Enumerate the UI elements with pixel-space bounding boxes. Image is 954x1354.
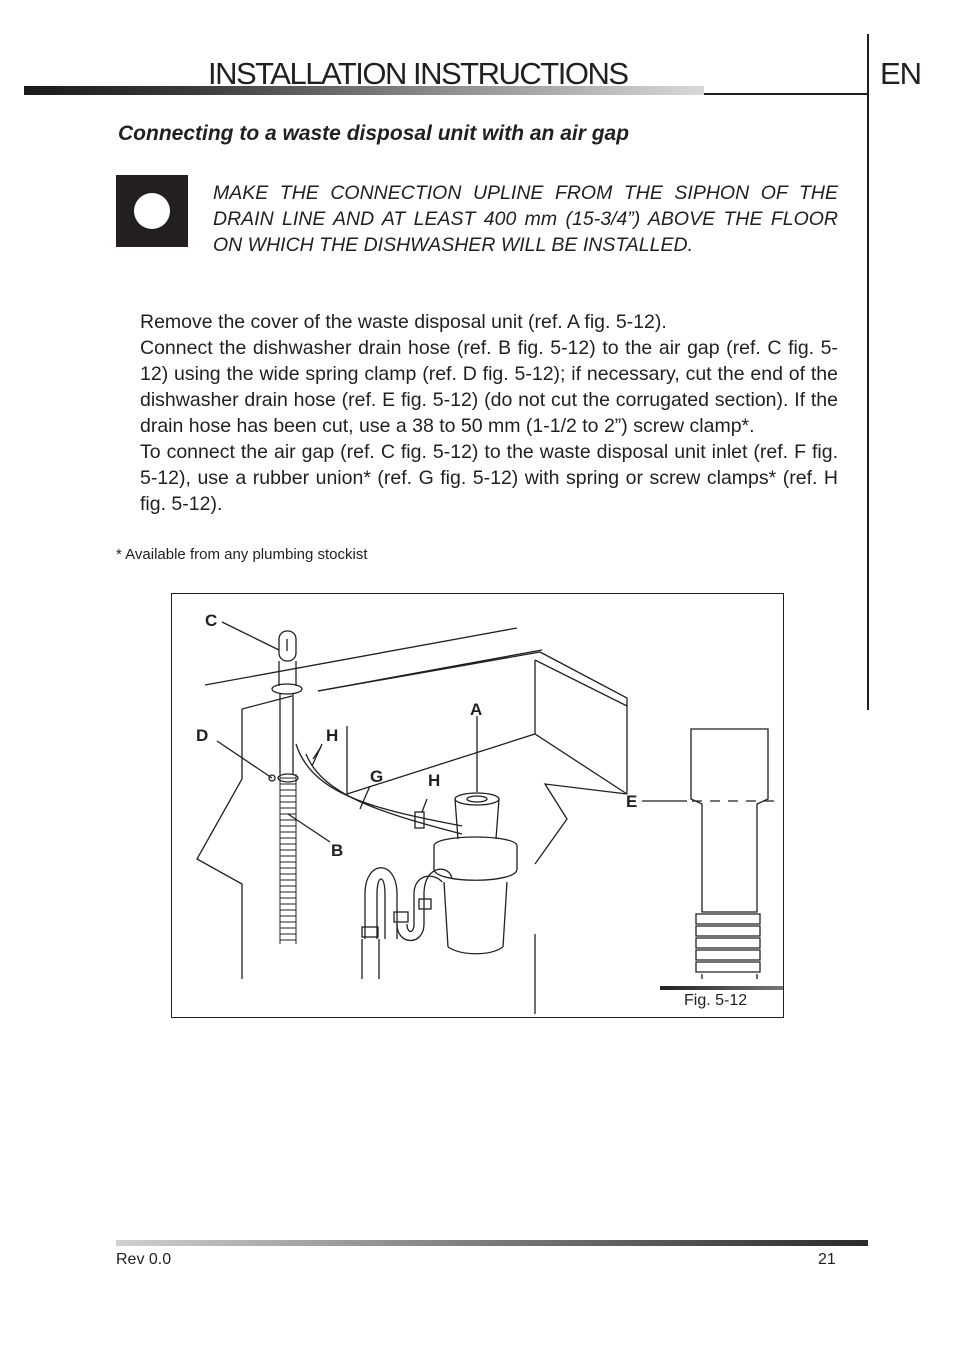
footnote: * Available from any plumbing stockist [116,546,368,563]
page-number: 21 [818,1251,836,1268]
label-d: D [196,726,209,745]
installation-drawing [172,594,783,1017]
label-a: A [470,700,483,719]
corrugated-hose [280,774,296,944]
language-code: EN [880,56,922,91]
label-h-clamp-2: H [428,771,441,790]
revision-label: Rev 0.0 [116,1251,172,1268]
section-title: Connecting to a waste disposal unit with an air gap [118,122,630,145]
label-e: E [626,792,638,811]
figure-caption: Fig. 5-12 [684,992,748,1009]
warning-text: MAKE THE CONNECTION UPLINE FROM THE SIPHON OF THE DRAIN LINE AND AT LEAST 400 mm (15-3/4”) ABOVE THE FLOOR ON WHICH THE DISHWASHER WILL BE INSTALLED. [213,182,838,256]
caption-rule [660,986,783,990]
margin-rule [867,34,869,710]
paragraph: Connect the dishwasher drain hose (ref. B fig. 5-12) to the air gap (ref. C fig. 5-12) using the wide spring clamp (ref. D fig. 5-12); if necessary, cut the end of the dishwasher drain hose (ref. E fig. 5-12) (do not cut the corrugated section). If the drain hose has been cut, use a 38 to 50 mm (1-1/2 to 2”) screw clamp*. [140,337,838,437]
hose-end-detail [667,729,774,979]
label-g: G [370,767,384,786]
paragraph: To connect the air gap (ref. C fig. 5-12) to the waste disposal unit inlet (ref. F fig. 5-12), use a rubber union* (ref. G fig. 5-12) with spring or screw clamps* (ref. H fig. 5-12). [140,441,838,515]
footer-gradient-bar [116,1240,868,1246]
paragraph: Remove the cover of the waste disposal unit (ref. A fig. 5-12). [140,311,667,333]
page-title: INSTALLATION INSTRUCTIONS [208,56,628,91]
instructions-body [140,309,838,517]
warning-icon [116,175,188,247]
label-c: C [205,611,218,630]
label-b: B [331,841,344,860]
label-h-clamp-1: H [326,726,339,745]
header-rule [704,93,868,95]
figure-5-12 [171,593,784,1018]
